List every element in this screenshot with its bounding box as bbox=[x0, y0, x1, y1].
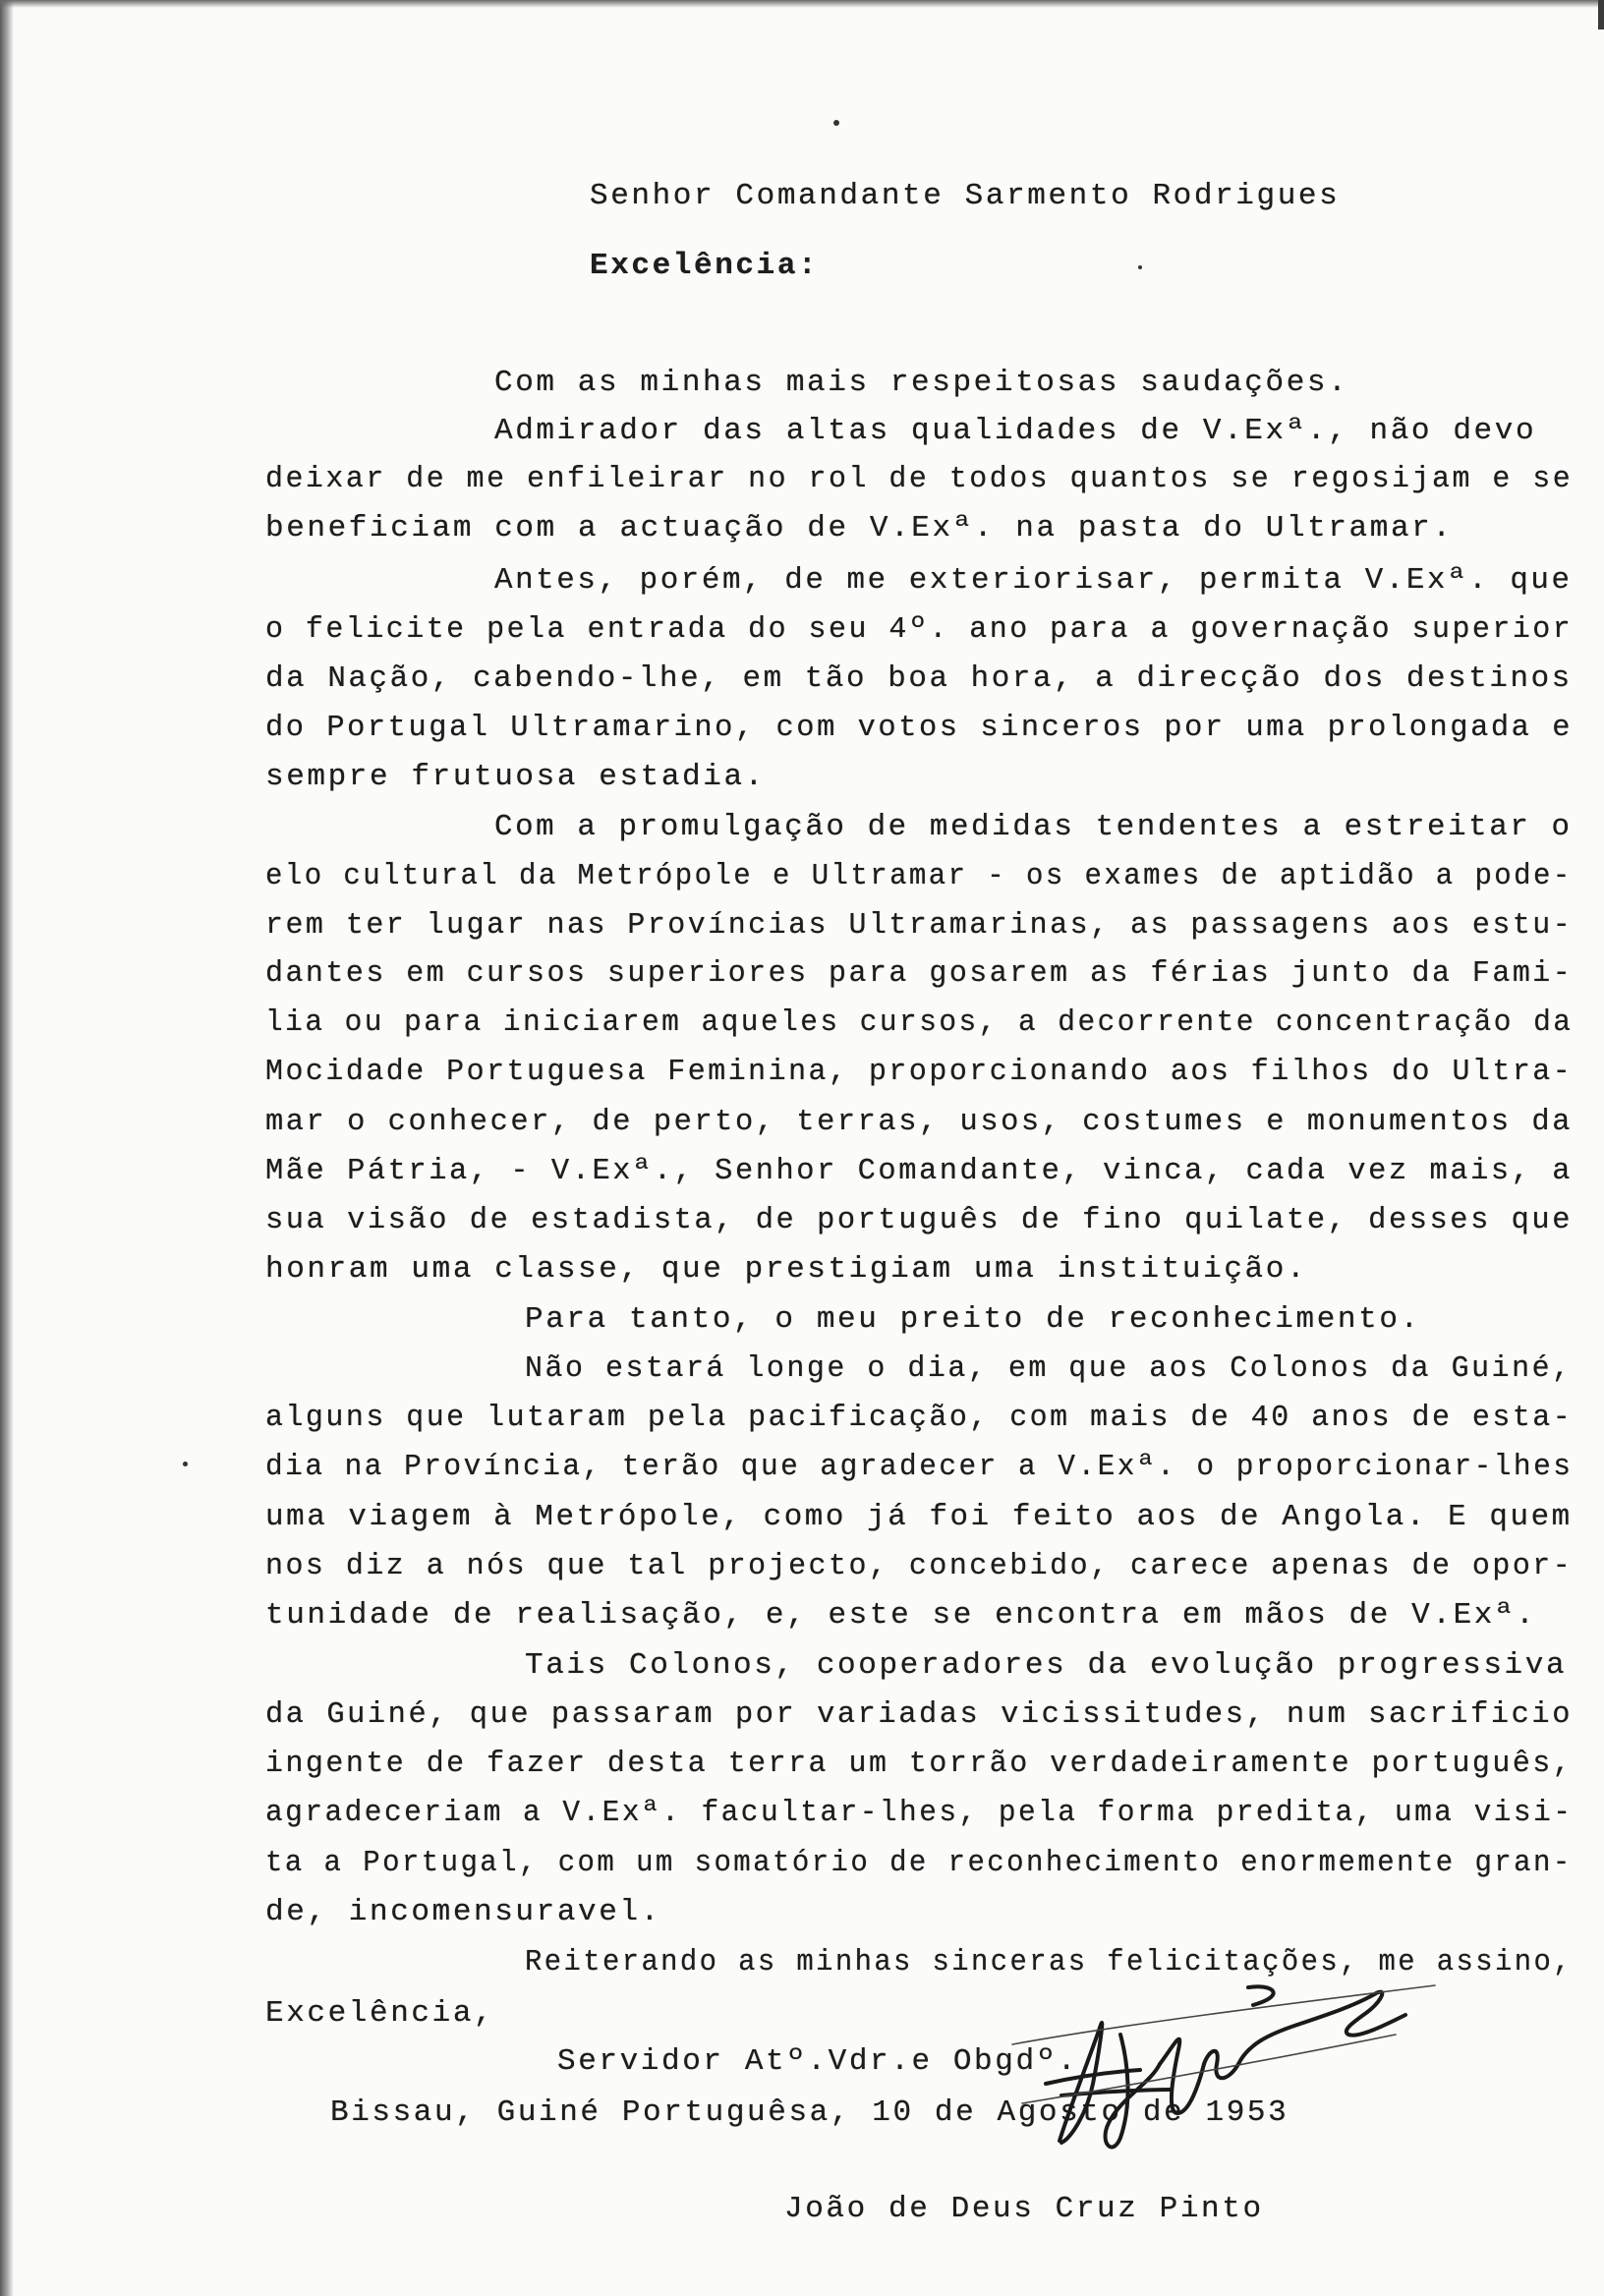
body-line: lia ou para iniciarem aqueles cursos, a decorrente concentração da bbox=[265, 1005, 1574, 1040]
body-line: Não estará longe o dia, em que aos Colonos da Guiné, bbox=[525, 1351, 1573, 1386]
body-line: Com as minhas mais respeitosas saudações. bbox=[494, 366, 1349, 400]
body-line: Mocidade Portuguesa Feminina, proporcionando aos filhos do Ultra- bbox=[265, 1055, 1574, 1089]
body-line: rem ter lugar nas Províncias Ultramarinas, as passagens aos estu- bbox=[265, 908, 1574, 943]
body-line: Admirador das altas qualidades de V.Exª., não devo bbox=[494, 414, 1537, 448]
body-line: dia na Província, terão que agradecer a V.Exª. o proporcionar-lhes bbox=[265, 1450, 1574, 1484]
body-line: o felicite pela entrada do seu 4º. ano para a governação superior bbox=[265, 612, 1574, 647]
body-line: Para tanto, o meu preito de reconhecimento. bbox=[525, 1302, 1421, 1337]
body-line: tunidade de realisação, e, este se encontra em mãos de V.Exª. bbox=[265, 1598, 1537, 1633]
scan-edge-top bbox=[0, 0, 1604, 8]
body-line: sempre frutuosa estadia. bbox=[265, 760, 766, 794]
body-line: Com a promulgação de medidas tendentes a estreitar o bbox=[494, 810, 1573, 844]
body-line: ingente de fazer desta terra um torrão verdadeiramente português, bbox=[265, 1747, 1574, 1781]
body-line: nos diz a nós que tal projecto, concebido, carece apenas de opor- bbox=[265, 1549, 1574, 1583]
body-line: do Portugal Ultramarino, com votos sinceros por uma prolongada e bbox=[265, 711, 1573, 745]
body-line: Mãe Pátria, - V.Exª., Senhor Comandante, vinca, cada vez mais, a bbox=[265, 1154, 1573, 1188]
scan-edge-right bbox=[1598, 0, 1604, 29]
signatory-name: João de Deus Cruz Pinto bbox=[784, 2192, 1264, 2226]
body-line: mar o conhecer, de perto, terras, usos, costumes e monumentos da bbox=[265, 1105, 1573, 1139]
body-line: uma viagem à Metrópole, como já foi feito aos de Angola. E quem bbox=[265, 1500, 1573, 1534]
body-line: honram uma classe, que prestigiam uma instituição. bbox=[265, 1252, 1308, 1287]
closing: Excelência, bbox=[265, 1996, 495, 2031]
body-line: deixar de me enfileirar no rol de todos quantos se regosijam e se bbox=[265, 462, 1574, 496]
scan-edge-left bbox=[0, 0, 14, 2296]
body-line: Antes, porém, de me exteriorisar, permita V.Exª. que bbox=[494, 563, 1573, 598]
body-line: Reiterando as minhas sinceras felicitações, me assino, bbox=[525, 1945, 1573, 1980]
handwritten-signature bbox=[1002, 1966, 1464, 2162]
body-line: da Nação, cabendo-lhe, em tão boa hora, a direcção dos destinos bbox=[265, 661, 1573, 696]
body-line: agradeceriam a V.Exª. facultar-lhes, pela forma predita, uma visi- bbox=[265, 1796, 1574, 1830]
body-line: dantes em cursos superiores para gosarem as férias junto da Fami- bbox=[265, 956, 1574, 991]
scan-speck bbox=[183, 1462, 188, 1466]
body-line: alguns que lutaram pela pacificação, com mais de 40 anos de esta- bbox=[265, 1401, 1574, 1435]
servant-formula: Servidor Atº.Vdr.e Obgdº. bbox=[557, 2044, 1079, 2079]
place-date: Bissau, Guiné Portuguêsa, 10 de Agosto de 1953 bbox=[330, 2095, 1289, 2130]
body-line: de, incomensuravel. bbox=[265, 1895, 661, 1929]
body-line: Tais Colonos, cooperadores da evolução progressiva bbox=[525, 1648, 1568, 1683]
addressee: Senhor Comandante Sarmento Rodrigues bbox=[590, 179, 1341, 213]
salutation: Excelência: bbox=[590, 249, 820, 283]
scan-speck bbox=[833, 120, 839, 126]
body-line: sua visão de estadista, de português de fino quilate, desses que bbox=[265, 1203, 1573, 1237]
body-line: elo cultural da Metrópole e Ultramar - os exames de aptidão a pode- bbox=[265, 859, 1573, 893]
scan-speck bbox=[1138, 265, 1142, 269]
body-line: ta a Portugal, com um somatório de reconhecimento enormemente gran- bbox=[265, 1846, 1573, 1880]
body-line: beneficiam com a actuação de V.Exª. na pasta do Ultramar. bbox=[265, 511, 1454, 545]
body-line: da Guiné, que passaram por variadas vicissitudes, num sacrificio bbox=[265, 1697, 1573, 1732]
